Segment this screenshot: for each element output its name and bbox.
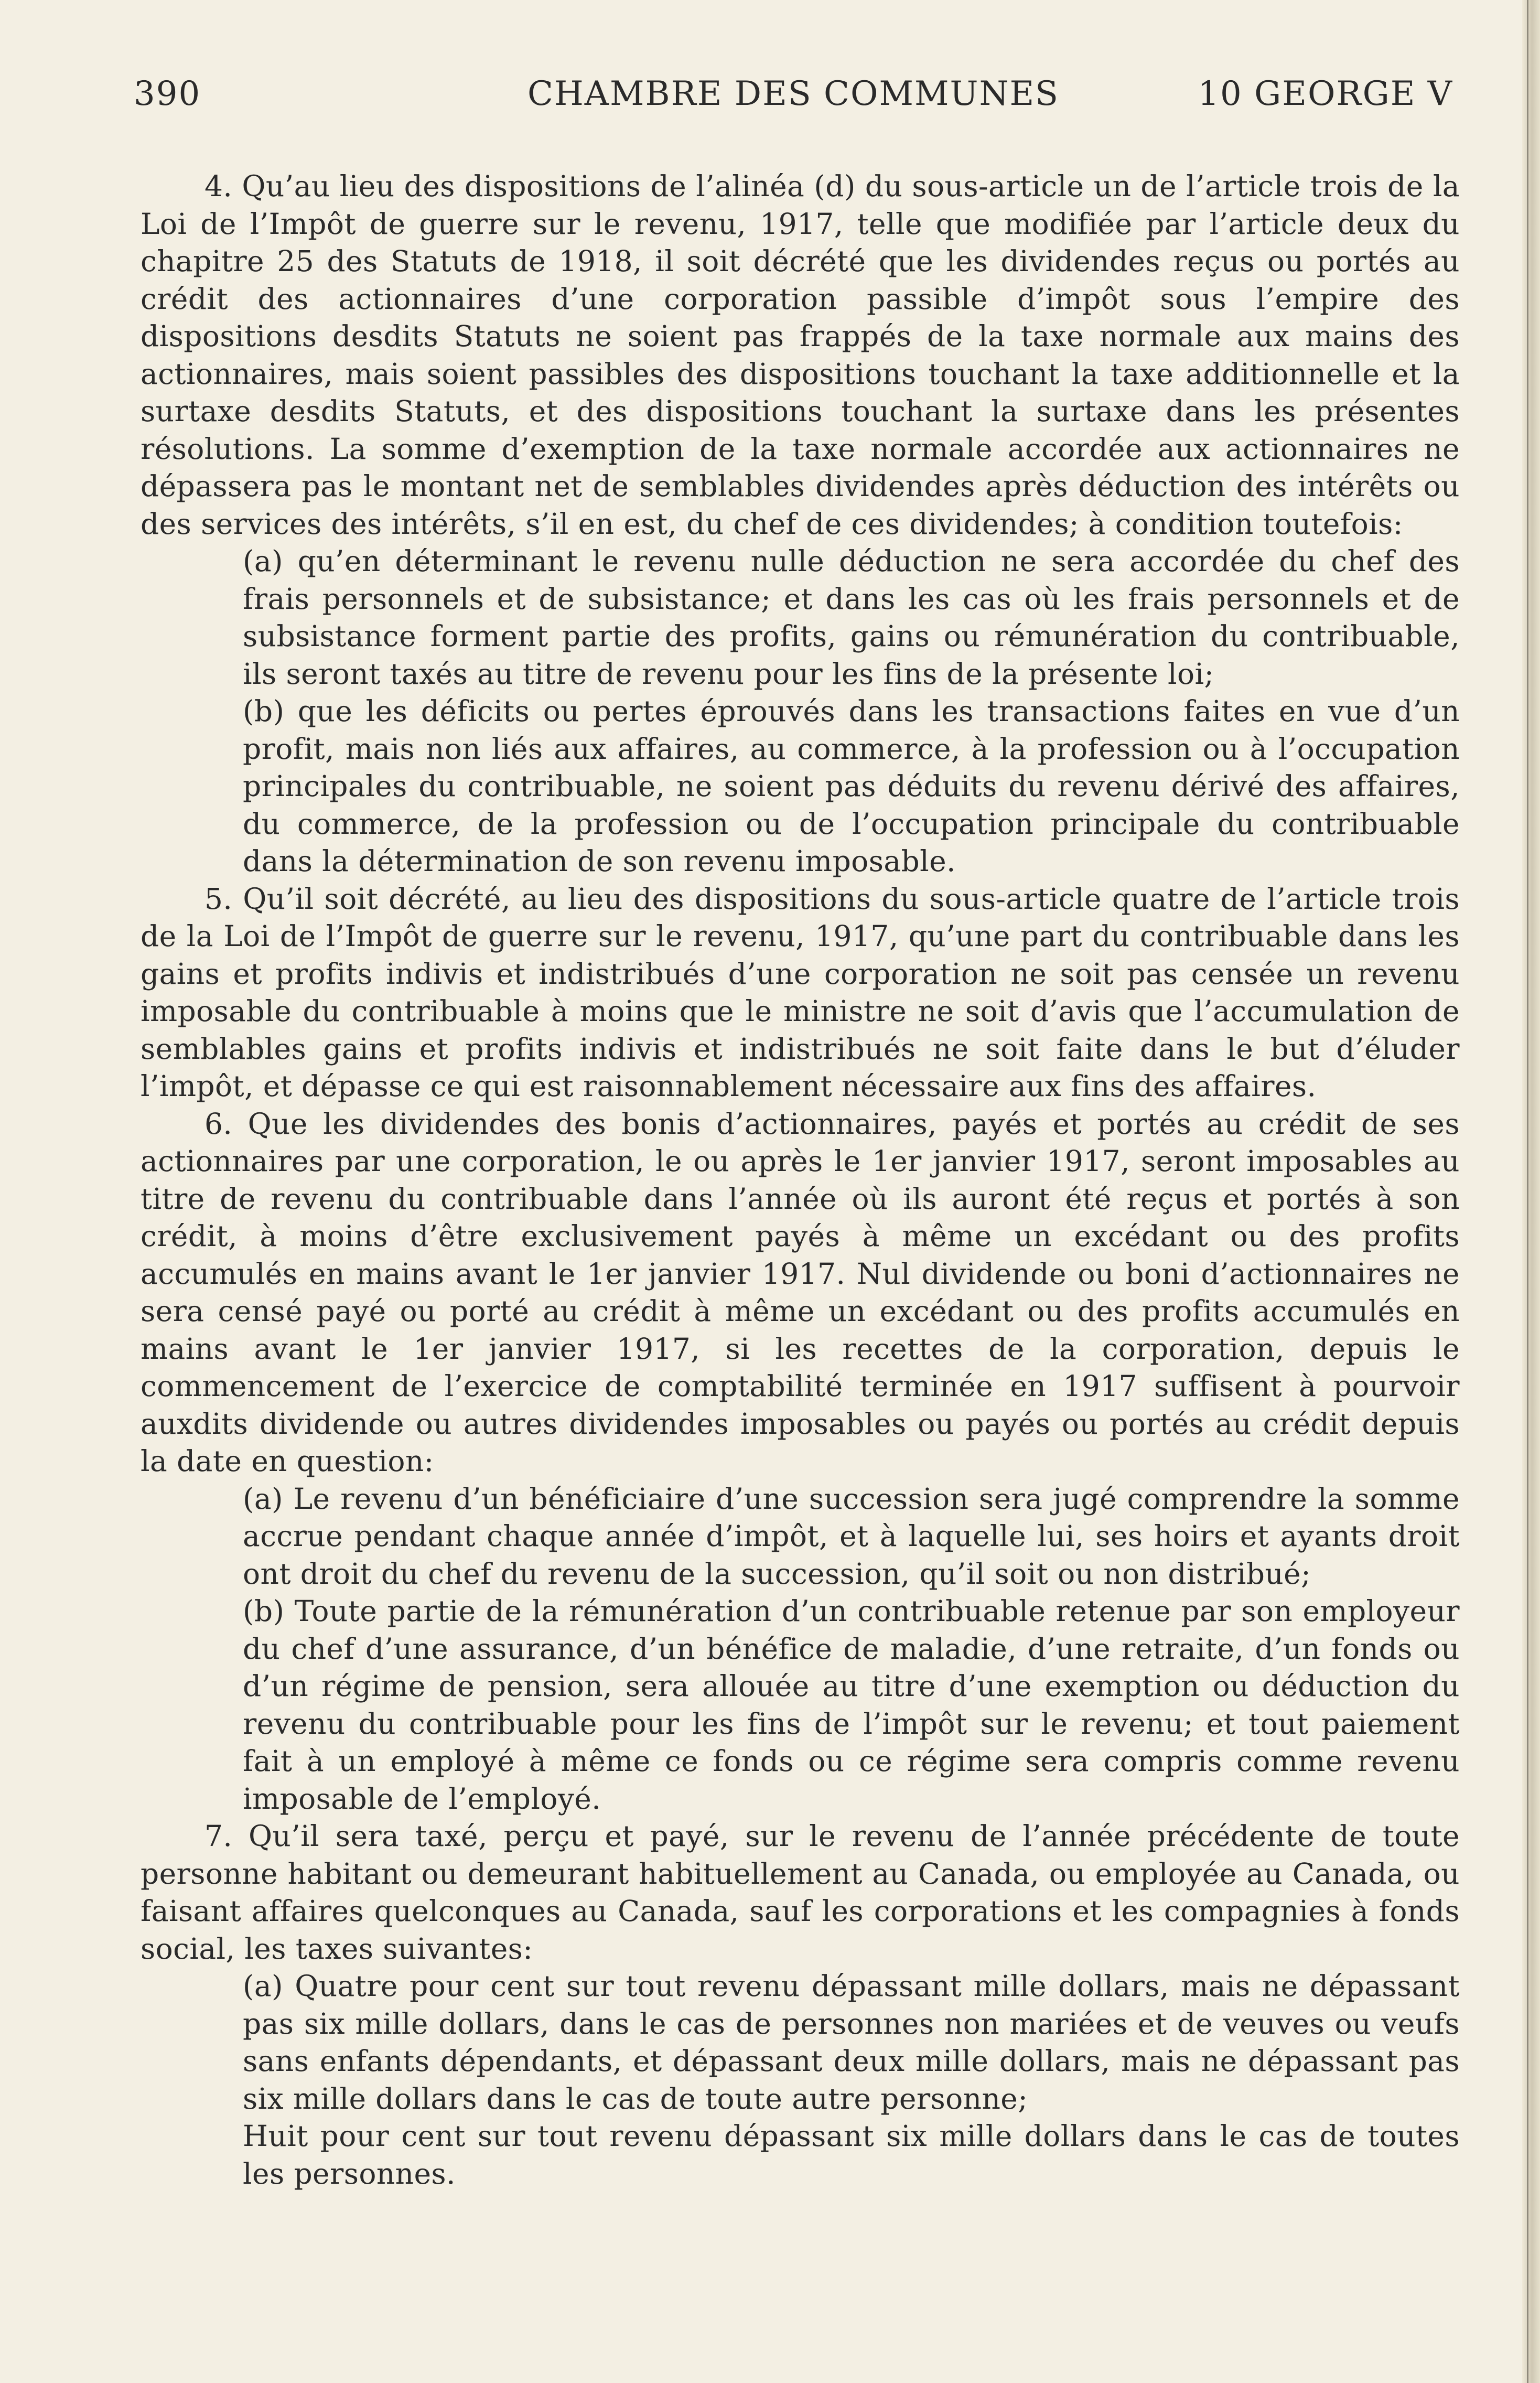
paragraph-7a-continued: Huit pour cent sur tout revenu dépassant six mille dollars dans le cas de toutes les personnes. (243, 2119, 1460, 2191)
page-title: CHAMBRE DES COMMUNES (527, 74, 1060, 113)
paragraph-7: 7. Qu’il sera taxé, perçu et payé, sur le revenu de l’année précédente de toute personne habitant ou demeurant habituellement au Canada, ou employée au Canada, ou faisant affaires quelconques au Canada, sauf les corporations et les compagnies à fonds social, les taxes suivantes: (141, 1819, 1460, 1966)
paragraph-7a: (a) Quatre pour cent sur tout revenu dépassant mille dollars, mais ne dépassant pas six mille dollars, dans le cas de personnes non mariées et de veuves ou veufs sans enfants dépendants, et dépassant deux mille dollars, mais ne dépassant pas six mille dollars dans le cas de toute autre personne; (243, 1969, 1460, 2116)
document-body (141, 168, 1460, 2193)
paragraph-4: 4. Qu’au lieu des dispositions de l’alinéa (d) du sous-article un de l’article trois de la Loi de l’Impôt de guerre sur le revenu, 1917, telle que modifiée par l’article deux du chapitre 25 des Statuts de 1918, il soit décrété que les dividendes reçus ou portés au crédit des actionnaires d’une corporation passible d’impôt sous l’empire des dispositions desdits Statuts ne soient pas frappés de la taxe normale aux mains des actionnaires, mais soient passibles des dispositions touchant la taxe additionnelle et la surtaxe desdits Statuts, et des dispositions touchant la surtaxe dans les présentes résolutions. La somme d’exemption de la taxe normale accordée aux actionnaires ne dépassera pas le montant net de semblables dividendes après déduction des intérêts ou des services des intérêts, s’il en est, du chef de ces dividendes; à condition toutefois: (141, 169, 1460, 541)
paragraph-6: 6. Que les dividendes des bonis d’actionnaires, payés et portés au crédit de ses actionnaires par une corporation, le ou après le 1er janvier 1917, seront imposables au titre de revenu du contribuable dans l’année où ils auront été reçus et portés à son crédit, à moins d’être exclusivement payés à même un excédant ou des profits accumulés en mains avant le 1er janvier 1917. Nul dividende ou boni d’actionnaires ne sera censé payé ou porté au crédit à même un excédant ou des profits accumulés en mains avant le 1er janvier 1917, si les recettes de la corporation, depuis le commencement de l’exercice de comptabilité terminée en 1917 suffisent à pourvoir auxdits dividende ou autres dividendes imposables ou payés ou portés au crédit depuis la date en question: (141, 1107, 1460, 1478)
paragraph-4a: (a) qu’en déterminant le revenu nulle déduction ne sera accordée du chef des frais personnels et de subsistance; et dans les cas où les frais personnels et de subsistance forment partie des profits, gains ou rémunération du contribuable, ils seront taxés au titre de revenu pour les fins de la présente loi; (243, 544, 1460, 691)
regnal-year: 10 GEORGE V (1198, 74, 1453, 113)
paragraph-4b: (b) que les déficits ou pertes éprouvés dans les transactions faites en vue d’un profit, mais non liés aux affaires, au commerce, à la profession ou à l’occupation principales du contribuable, ne soient pas déduits du revenu dérivé des affaires, du commerce, de la profession ou de l’occupation principale du contribuable dans la détermination de son revenu imposable. (243, 694, 1460, 878)
page-number: 390 (134, 74, 201, 113)
paragraph-6b: (b) Toute partie de la rémunération d’un contribuable retenue par son employeur du chef d’une assurance, d’un bénéfice de maladie, d’une retraite, d’un fonds ou d’un régime de pension, sera allouée au titre d’une exemption ou déduction du revenu du contribuable pour les fins de l’impôt sur le revenu; et tout paiement fait à un employé à même ce fonds ou ce régime sera compris comme revenu imposable de l’employé. (243, 1594, 1460, 1816)
paragraph-5: 5. Qu’il soit décrété, au lieu des dispositions du sous-article quatre de l’article trois de la Loi de l’Impôt de guerre sur le revenu, 1917, qu’une part du contribuable dans les gains et profits indivis et indistribués d’une corporation ne soit pas censée un revenu imposable du contribuable à moins que le ministre ne soit d’avis que l’accumulation de semblables gains et profits indivis et indistribués ne soit faite dans le but d’éluder l’impôt, et dépasse ce qui est raisonnablement nécessaire aux fins des affaires. (141, 882, 1460, 1103)
page-edge (1522, 0, 1540, 2383)
running-head (134, 74, 1453, 122)
binding-line (1527, 0, 1528, 2383)
paragraph-6a: (a) Le revenu d’un bénéficiaire d’une succession sera jugé comprendre la somme accrue pendant chaque année d’impôt, et à laquelle lui, ses hoirs et ayants droit ont droit du chef du revenu de la succession, qu’il soit ou non distribué; (243, 1482, 1460, 1591)
